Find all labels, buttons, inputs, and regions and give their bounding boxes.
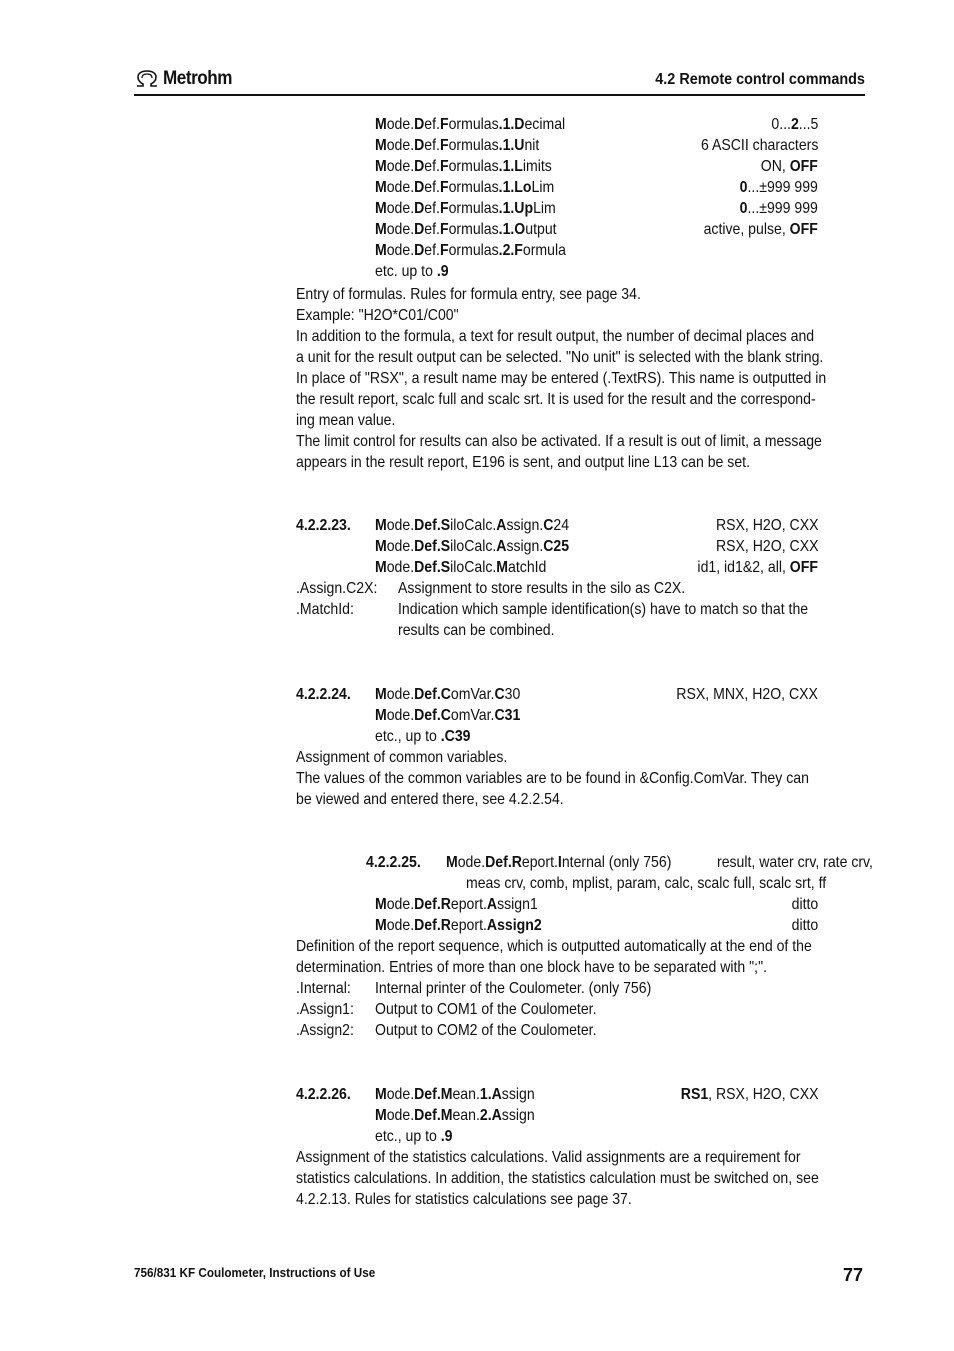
command-report-internal: Mode.Def.Report.Internal (only 756) [446, 854, 672, 871]
body-text: a unit for the result output can be selected. "No unit" is selected with the blank string. [296, 349, 824, 366]
section-number: 4.2.2.23. [296, 517, 351, 534]
command-line: Mode.Def.Formulas.1.Limits [375, 158, 552, 175]
body-text: 4.2.2.13. Rules for statistics calculations see page 37. [296, 1191, 632, 1208]
command-line: Mode.Def.Formulas.1.Output [375, 221, 557, 238]
command-line: Mode.Def.Mean.2.Assign [375, 1107, 535, 1124]
command-values: RSX, MNX, H2O, CXX [676, 686, 818, 703]
command-line: Mode.Def.SiloCalc.Assign.C25 [375, 538, 570, 555]
definition-term: .Assign.C2X: [296, 580, 378, 597]
command-values: ON, OFF [760, 158, 818, 175]
section-number: 4.2.2.26. [296, 1086, 351, 1103]
command-line: Mode.Def.SiloCalc.MatchId [375, 559, 547, 576]
command-values: RSX, H2O, CXX [715, 517, 818, 534]
definition-term: .Internal: [296, 980, 351, 997]
command-line: Mode.Def.ComVar.C31 [375, 707, 521, 724]
command-values: ditto [791, 917, 818, 934]
command-values: 0...2...5 [771, 116, 818, 133]
body-text: Example: "H2O*C01/C00" [296, 307, 459, 324]
body-text: The limit control for results can also be activated. If a result is out of limit, a message [296, 433, 822, 450]
command-values: 0...±999 999 [739, 200, 818, 217]
command-values: result, water crv, rate crv, [717, 854, 873, 871]
command-values: RS1, RSX, H2O, CXX [680, 1086, 818, 1103]
body-text: Assignment of common variables. [296, 749, 508, 766]
body-text: Entry of formulas. Rules for formula entry, see page 34. [296, 286, 641, 303]
section-number: 4.2.2.24. [296, 686, 351, 703]
document-title: 756/831 KF Coulometer, Instructions of Use [134, 1265, 376, 1280]
definition-term: .MatchId: [296, 601, 354, 618]
body-text: the result report, scalc full and scalc srt. It is used for the result and the correspond- [296, 391, 816, 408]
logo-text: Metrohm [163, 68, 233, 89]
body-text: In addition to the formula, a text for result output, the number of decimal places and [296, 328, 815, 345]
section-number: 4.2.2.25. [366, 854, 421, 871]
definition-text: Indication which sample identification(s) have to match so that the [398, 601, 809, 618]
command-line: Mode.Def.Formulas.1.Unit [375, 137, 540, 154]
command-line: etc., up to .C39 [375, 728, 471, 745]
section-title: 4.2 Remote control commands [655, 71, 865, 88]
body-text: Definition of the report sequence, which is outputted automatically at the end of the [296, 938, 812, 955]
command-line: Mode.Def.Formulas.1.UpLim [375, 200, 556, 217]
definition-text: Output to COM2 of the Coulometer. [375, 1022, 597, 1039]
body-text: ing mean value. [296, 412, 396, 429]
definition-term: .Assign1: [296, 1001, 354, 1018]
command-line: Mode.Def.Report.Assign2 [375, 917, 542, 934]
body-text: Assignment of the statistics calculations. Valid assignments are a requirement for [296, 1149, 801, 1166]
command-line: Mode.Def.SiloCalc.Assign.C24 [375, 517, 570, 534]
command-values: ditto [791, 896, 818, 913]
page-number: 77 [842, 1265, 863, 1285]
body-text: determination. Entries of more than one block have to be separated with ";". [296, 959, 767, 976]
command-line: Mode.Def.Report.Assign1 [375, 896, 538, 913]
command-values: id1, id1&2, all, OFF [697, 559, 818, 576]
body-text: In place of "RSX", a result name may be entered (.TextRS). This name is outputted in [296, 370, 827, 387]
body-text: The values of the common variables are to be found in &Config.ComVar. They can [296, 770, 809, 787]
command-line: Mode.Def.Formulas.1.LoLim [375, 179, 555, 196]
command-values-continued: meas crv, comb, mplist, param, calc, scalc full, scalc srt, ff [466, 875, 827, 892]
command-line: Mode.Def.Mean.1.Assign [375, 1086, 535, 1103]
body-text: statistics calculations. In addition, the statistics calculation must be switched on, see [296, 1170, 819, 1187]
command-line: Mode.Def.ComVar.C30 [375, 686, 521, 703]
command-line: Mode.Def.Formulas.2.Formula [375, 242, 566, 259]
command-values: RSX, H2O, CXX [715, 538, 818, 555]
command-values: 6 ASCII characters [700, 137, 818, 154]
body-text: be viewed and entered there, see 4.2.2.54. [296, 791, 564, 808]
command-values: active, pulse, OFF [703, 221, 818, 238]
page-header [134, 66, 865, 96]
definition-text: Output to COM1 of the Coulometer. [375, 1001, 597, 1018]
command-values: 0...±999 999 [739, 179, 818, 196]
definition-text: results can be combined. [398, 622, 555, 639]
command-line: Mode.Def.Formulas.1.Decimal [375, 116, 566, 133]
command-line: etc., up to .9 [375, 1128, 453, 1145]
metrohm-logo [134, 68, 240, 90]
definition-text: Internal printer of the Coulometer. (only 756) [375, 980, 652, 997]
command-line: etc. up to .9 [375, 263, 449, 280]
definition-term: .Assign2: [296, 1022, 354, 1039]
omega-logo-icon [134, 69, 160, 89]
definition-text: Assignment to store results in the silo as C2X. [398, 580, 686, 597]
body-text: appears in the result report, E196 is sent, and output line L13 can be set. [296, 454, 750, 471]
